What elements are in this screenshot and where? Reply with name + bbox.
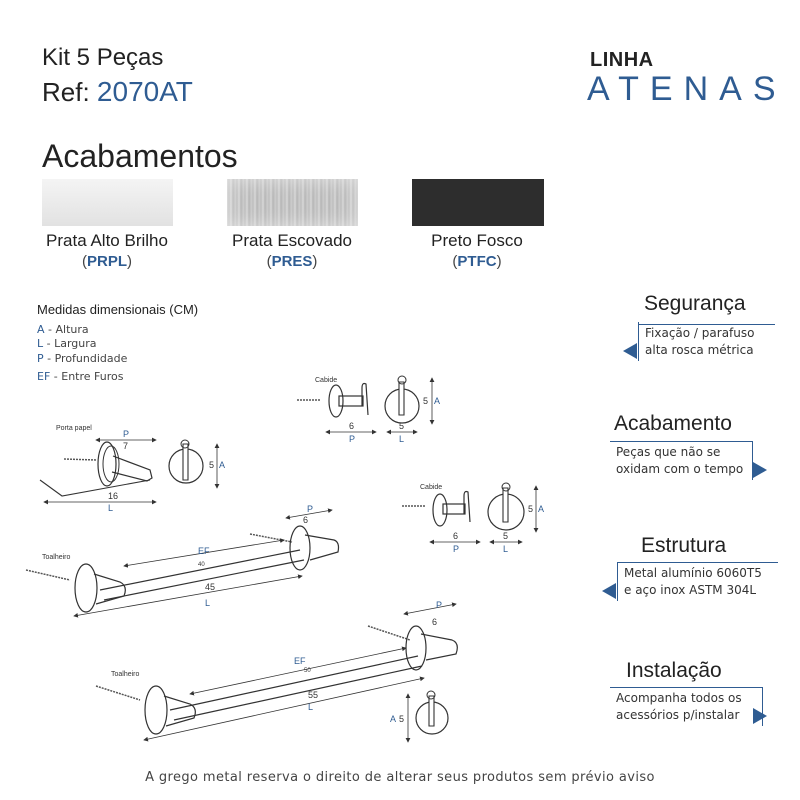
feature-box-acabamento <box>610 441 753 480</box>
legend-altura: A - Altura <box>37 323 89 336</box>
finishes-title: Acabamentos <box>42 138 238 174</box>
svg-text:L: L <box>205 598 211 608</box>
feature-box-estrutura <box>617 562 778 601</box>
finish-code-prpl: (PRPL) <box>81 253 132 270</box>
svg-text:16: 16 <box>108 491 119 501</box>
svg-text:5: 5 <box>503 531 509 541</box>
svg-text:7: 7 <box>123 441 129 451</box>
feature-box-instalacao <box>610 687 763 726</box>
toalheiro-2-label: Toalheiro <box>111 671 140 678</box>
cabide-2-drawing <box>402 483 544 554</box>
svg-text:A: A <box>219 460 226 470</box>
cabide-1-label: Cabide <box>315 377 338 384</box>
feature-text1-instalacao: Acompanha todos os <box>616 691 742 705</box>
svg-text:P: P <box>349 434 356 444</box>
svg-text:P: P <box>123 429 130 439</box>
cabide-1-drawing <box>297 376 440 444</box>
disclaimer-footer: A grego metal reserva o direito de alterar seus produtos sem prévio aviso <box>145 770 655 785</box>
feature-text2-estrutura: e aço inox ASTM 304L <box>624 583 757 597</box>
svg-text:A: A <box>390 714 397 724</box>
finish-name-pres: Prata Escovado <box>231 231 352 250</box>
svg-text:5: 5 <box>209 460 215 470</box>
svg-text:A: A <box>434 396 441 406</box>
svg-text:6: 6 <box>453 531 459 541</box>
legend-entre-furos: EF - Entre Furos <box>37 370 124 383</box>
legend-profundidade: P - Profundidade <box>37 352 128 365</box>
feature-text2-seguranca: alta rosca métrica <box>645 343 754 357</box>
feature-text1-seguranca: Fixação / parafuso <box>639 324 775 342</box>
line-name: ATENAS <box>587 70 787 108</box>
finish-swatch-ptfc <box>412 179 544 226</box>
svg-text:6: 6 <box>303 515 309 525</box>
cabide-2-label: Cabide <box>420 484 443 491</box>
svg-text:50: 50 <box>304 668 311 674</box>
arrow-right-icon <box>753 708 767 724</box>
feature-title-acabamento: Acabamento <box>614 412 732 435</box>
svg-text:A: A <box>538 504 545 514</box>
legend-largura: L - Largura <box>37 337 97 350</box>
kit-title: Kit 5 Peças <box>42 44 164 71</box>
svg-text:EF: EF <box>294 656 306 666</box>
toalheiro-1-drawing <box>26 504 339 616</box>
finish-name-prpl: Prata Alto Brilho <box>46 231 168 250</box>
svg-text:6: 6 <box>432 617 438 627</box>
svg-text:5: 5 <box>399 714 405 724</box>
svg-text:5: 5 <box>423 396 429 406</box>
feature-title-instalacao: Instalação <box>626 659 722 682</box>
measures-title: Medidas dimensionais (CM) <box>37 302 199 317</box>
reference <box>42 76 193 108</box>
line-label: LINHA <box>590 49 654 71</box>
feature-text2-acabamento: oxidam com o tempo <box>616 462 744 476</box>
finish-code-pres: (PRES) <box>266 253 318 270</box>
svg-text:55: 55 <box>308 690 319 700</box>
svg-text:6: 6 <box>349 421 355 431</box>
svg-text:P: P <box>436 600 443 610</box>
feature-title-estrutura: Estrutura <box>641 534 727 557</box>
porta-papel-label: Porta papel <box>56 425 92 432</box>
arrow-left-icon <box>623 343 637 359</box>
svg-text:L: L <box>108 503 114 513</box>
ref-label: Ref: <box>42 77 97 107</box>
svg-text:L: L <box>503 544 509 554</box>
porta-papel-drawing <box>40 425 225 513</box>
feature-box-seguranca <box>638 322 781 361</box>
svg-text:45: 45 <box>205 582 216 592</box>
finish-swatch-prpl <box>42 179 173 226</box>
arrow-right-icon <box>753 462 767 478</box>
toalheiro-1-label: Toalheiro <box>42 554 71 561</box>
svg-text:5: 5 <box>399 421 405 431</box>
svg-text:5: 5 <box>528 504 534 514</box>
finish-name-ptfc: Preto Fosco <box>431 231 523 250</box>
feature-title-seguranca: Segurança <box>644 292 746 315</box>
svg-text:L: L <box>308 702 314 712</box>
toalheiro-2-drawing <box>96 600 457 742</box>
svg-text:P: P <box>307 504 314 514</box>
svg-text:P: P <box>453 544 460 554</box>
finish-swatch-pres <box>227 179 358 226</box>
finish-code-ptfc: (PTFC) <box>452 253 502 270</box>
ref-code: 2070AT <box>96 76 193 107</box>
svg-text:EF: EF <box>198 546 210 556</box>
arrow-left-icon <box>602 583 616 599</box>
feature-text1-estrutura: Metal alumínio 6060T5 <box>624 566 762 580</box>
svg-text:40: 40 <box>198 562 205 568</box>
feature-text1-acabamento: Peças que não se <box>616 445 721 459</box>
technical-drawings <box>0 370 600 770</box>
feature-text2-instalacao: acessórios p/instalar <box>616 708 740 722</box>
svg-text:L: L <box>399 434 405 444</box>
